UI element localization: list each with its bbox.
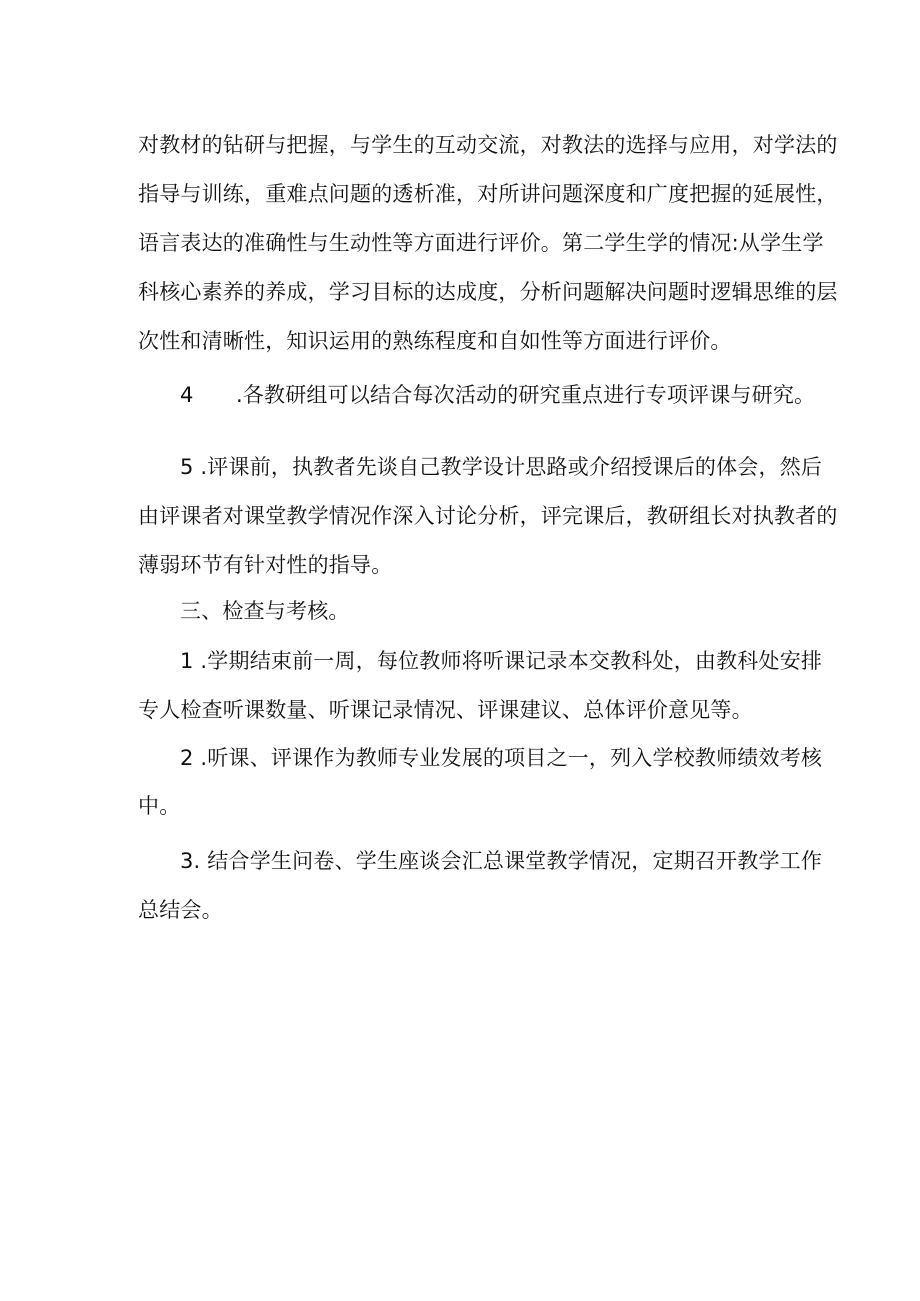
list-item-5-line: 薄弱环节有针对性的指导。 bbox=[138, 553, 393, 577]
check-item-3: 3. 结合学生问卷、学生座谈会汇总课堂教学情况，定期召开教学工作 bbox=[180, 849, 823, 873]
paragraph-line: 指导与训练，重难点问题的透析准，对所讲问题深度和广度把握的延展性， bbox=[138, 182, 838, 206]
check-item-2-line: 中。 bbox=[138, 794, 181, 818]
paragraph-line: 对教材的钻研与把握，与学生的互动交流，对教法的选择与应用，对学法的 bbox=[138, 133, 838, 157]
paragraph-line: 语言表达的准确性与生动性等方面进行评价。第二学生学的情况:从学生学 bbox=[138, 231, 824, 255]
paragraph-line: 次性和清晰性，知识运用的熟练程度和自如性等方面进行评价。 bbox=[138, 329, 732, 353]
check-item-2: 2 .听课、评课作为教师专业发展的项目之一，列入学校教师绩效考核 bbox=[180, 746, 823, 770]
check-item-1-line: 专人检查听课数量、听课记录情况、评课建议、总体评价意见等。 bbox=[138, 698, 753, 722]
list-item-5-line: 由评课者对课堂教学情况作深入讨论分析，评完课后，教研组长对执教者的 bbox=[138, 504, 838, 528]
list-item-5: 5 .评课前，执教者先谈自己教学设计思路或介绍授课后的体会，然后 bbox=[180, 455, 823, 479]
section-heading: 三、检查与考核。 bbox=[180, 599, 350, 623]
check-item-3-line: 总结会。 bbox=[138, 898, 223, 922]
paragraph-line: 科核心素养的养成，学习目标的达成度，分析问题解决问题时逻辑思维的层 bbox=[138, 280, 838, 304]
list-item-4: 4 .各教研组可以结合每次活动的研究重点进行专项评课与研究。 bbox=[180, 383, 816, 407]
check-item-1: 1 .学期结束前一周，每位教师将听课记录本交教科处，由教科处安排 bbox=[180, 649, 823, 673]
